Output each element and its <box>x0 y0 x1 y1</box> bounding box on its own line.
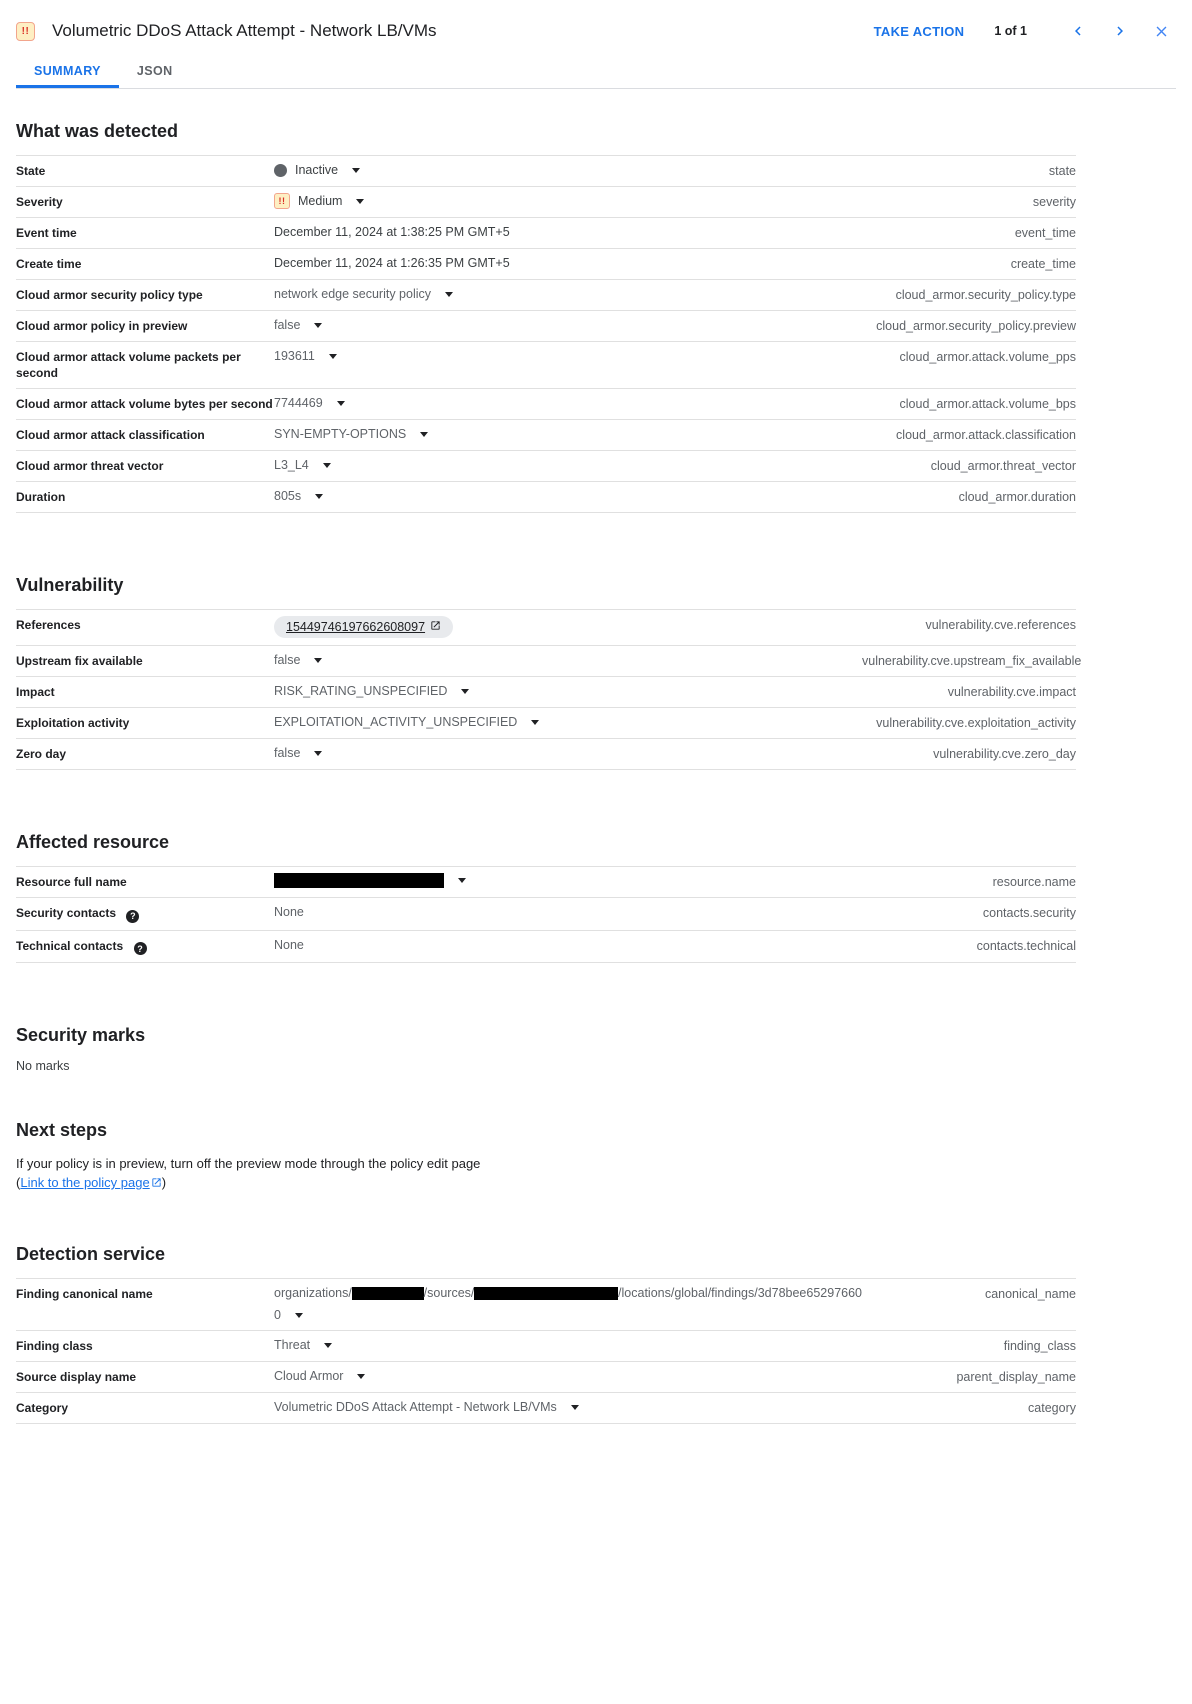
field-name: severity <box>1032 195 1076 209</box>
dropdown-caret-icon[interactable] <box>458 878 466 883</box>
next-steps-text: If your policy is in preview, turn off the preview mode through the policy edit page ( <box>16 1156 481 1190</box>
row-label: Cloud armor security policy type <box>16 288 203 302</box>
dropdown-caret-icon[interactable] <box>531 720 539 725</box>
canonical-sources-segment: /sources/ <box>423 1286 475 1300</box>
field-name: vulnerability.cve.exploitation_activity <box>876 716 1076 730</box>
row-label: Zero day <box>16 747 67 761</box>
dropdown-caret-icon[interactable] <box>329 354 337 359</box>
row-label: Source display name <box>16 1370 137 1384</box>
table-row <box>16 931 1076 964</box>
row-value-text: Inactive <box>295 163 339 177</box>
policy-page-link-text: Link to the policy page <box>20 1175 150 1190</box>
row-value-text: false <box>274 746 301 760</box>
section-heading: Next steps <box>16 1120 108 1140</box>
attack-volume-bps-value[interactable] <box>274 395 862 411</box>
row-value-text: 193611 <box>274 349 315 363</box>
zero-day-value[interactable] <box>274 745 862 761</box>
row-value-text: Medium <box>298 194 343 208</box>
state-value[interactable] <box>274 162 862 178</box>
redacted-source-id <box>474 1287 618 1300</box>
section-next-steps <box>16 1120 1076 1192</box>
header-actions <box>864 16 1176 47</box>
field-name: vulnerability.cve.upstream_fix_available <box>862 654 1082 668</box>
impact-value[interactable] <box>274 683 862 699</box>
table-row <box>16 646 1082 677</box>
tab-bar <box>16 54 1176 89</box>
row-label: Finding canonical name <box>16 1287 153 1301</box>
section-heading: Detection service <box>16 1244 166 1264</box>
table-row <box>16 280 1076 311</box>
row-label: Duration <box>16 490 66 504</box>
table-row <box>16 708 1076 739</box>
section-vulnerability <box>16 575 1082 770</box>
dropdown-caret-icon[interactable] <box>357 1374 365 1379</box>
field-name: contacts.security <box>982 906 1076 920</box>
row-value-text: false <box>274 318 301 332</box>
row-value-text: L3_L4 <box>274 458 309 472</box>
table-row <box>16 249 1076 280</box>
threat-vector-value[interactable] <box>274 457 862 473</box>
row-label-text: Security contacts <box>16 906 117 920</box>
dropdown-caret-icon[interactable] <box>314 323 322 328</box>
row-value-text: 805s <box>274 489 302 503</box>
page-title: Volumetric DDoS Attack Attempt - Network LB/VMs <box>52 21 437 40</box>
no-marks-text: No marks <box>16 1059 70 1073</box>
dropdown-caret-icon[interactable] <box>356 199 364 204</box>
redacted-resource-name <box>274 873 444 888</box>
attack-classification-value[interactable] <box>274 426 862 442</box>
row-label <box>16 937 274 956</box>
table-row <box>16 1279 1076 1331</box>
row-label: State <box>16 164 46 178</box>
section-what-was-detected <box>16 121 1076 513</box>
row-value-text: SYN-EMPTY-OPTIONS <box>274 427 407 441</box>
field-name: resource.name <box>992 875 1076 889</box>
row-label: Category <box>16 1401 69 1415</box>
row-label: Cloud armor attack volume packets per second <box>16 350 241 380</box>
row-value-text: network edge security policy <box>274 287 432 301</box>
row-label: Cloud armor policy in preview <box>16 319 188 333</box>
dropdown-caret-icon[interactable] <box>420 432 428 437</box>
table-row <box>16 482 1076 513</box>
security-contacts-value: None <box>274 905 304 919</box>
table-row <box>16 311 1076 342</box>
severity-medium-icon: !! <box>274 193 290 209</box>
canonical-findings-path: /locations/global/findings/3d78bee65297660 <box>618 1286 862 1300</box>
section-security-marks <box>16 1025 1076 1073</box>
table-row <box>16 342 1076 389</box>
tab-summary[interactable]: SUMMARY <box>16 54 119 88</box>
dropdown-caret-icon[interactable] <box>352 168 360 173</box>
exploitation-activity-value[interactable] <box>274 714 862 730</box>
event-time-value: December 11, 2024 at 1:38:25 PM GMT+5 <box>274 225 510 239</box>
dropdown-caret-icon[interactable] <box>461 689 469 694</box>
canonical-wrap-char: 0 <box>274 1308 281 1322</box>
row-value-text: RISK_RATING_UNSPECIFIED <box>274 684 448 698</box>
dropdown-caret-icon[interactable] <box>314 751 322 756</box>
row-value-text: EXPLOITATION_ACTIVITY_UNSPECIFIED <box>274 715 518 729</box>
field-name: vulnerability.cve.references <box>925 618 1076 632</box>
dropdown-caret-icon[interactable] <box>314 658 322 663</box>
severity-value[interactable] <box>274 193 862 209</box>
row-label <box>16 904 274 923</box>
policy-page-link[interactable] <box>20 1175 161 1190</box>
upstream-fix-value[interactable] <box>274 652 862 668</box>
row-label: Impact <box>16 685 55 699</box>
next-steps-text: ) <box>161 1175 167 1190</box>
category-value[interactable] <box>274 1399 862 1415</box>
reference-link-chip[interactable] <box>274 616 453 638</box>
chevron-right-icon <box>1111 22 1129 40</box>
section-heading: Vulnerability <box>16 575 124 595</box>
section-heading: Affected resource <box>16 832 170 852</box>
canonical-name-line2 <box>274 1307 862 1323</box>
field-name: state <box>1048 164 1076 178</box>
table-row <box>16 677 1076 708</box>
finding-header <box>16 0 1176 44</box>
policy-type-value[interactable] <box>274 286 862 302</box>
dropdown-caret-icon[interactable] <box>315 494 323 499</box>
table-row <box>16 867 1076 898</box>
table-row <box>16 389 1076 420</box>
dropdown-caret-icon[interactable] <box>295 1313 303 1318</box>
next-steps-paragraph <box>16 1154 494 1192</box>
dropdown-caret-icon[interactable] <box>337 401 345 406</box>
row-label: Cloud armor attack classification <box>16 428 205 442</box>
row-label: Exploitation activity <box>16 716 130 730</box>
row-value-text: Volumetric DDoS Attack Attempt - Network LB/VMs <box>274 1400 557 1414</box>
dropdown-caret-icon[interactable] <box>324 1343 332 1348</box>
source-display-name-value[interactable] <box>274 1368 862 1384</box>
dropdown-caret-icon[interactable] <box>571 1405 579 1410</box>
field-name: finding_class <box>1003 1339 1076 1353</box>
canonical-name-value[interactable] <box>274 1285 862 1323</box>
take-action-button[interactable]: TAKE ACTION <box>864 16 975 47</box>
canonical-org-prefix: organizations/ <box>274 1286 352 1300</box>
help-icon[interactable]: ? <box>134 942 147 955</box>
external-link-icon <box>425 619 441 635</box>
attack-volume-pps-value[interactable] <box>274 348 862 364</box>
finding-class-value[interactable] <box>274 1337 862 1353</box>
close-panel-button[interactable] <box>1147 17 1176 46</box>
chevron-left-icon <box>1069 22 1087 40</box>
dropdown-caret-icon[interactable] <box>445 292 453 297</box>
tab-json[interactable]: JSON <box>119 54 191 88</box>
field-name: canonical_name <box>984 1287 1076 1301</box>
field-name: cloud_armor.threat_vector <box>930 459 1076 473</box>
field-name: parent_display_name <box>956 1370 1076 1384</box>
external-link-icon <box>150 1175 162 1190</box>
field-name: create_time <box>1010 257 1076 271</box>
severity-medium-icon: !! <box>16 22 35 41</box>
row-label-text: Technical contacts <box>16 938 124 953</box>
row-label: Finding class <box>16 1339 93 1353</box>
table-row <box>16 187 1076 218</box>
redacted-org-id <box>352 1287 424 1300</box>
inactive-state-icon <box>274 164 287 177</box>
field-name: vulnerability.cve.zero_day <box>933 747 1076 761</box>
row-value-text: Cloud Armor <box>274 1369 344 1383</box>
field-name: cloud_armor.security_policy.preview <box>876 319 1076 333</box>
row-value-text: Threat <box>274 1338 311 1352</box>
table-row <box>16 739 1076 770</box>
section-affected-resource <box>16 832 1076 963</box>
field-name: cloud_armor.attack.volume_bps <box>899 397 1076 411</box>
close-icon <box>1153 23 1170 40</box>
row-label: Event time <box>16 226 77 240</box>
row-label: Resource full name <box>16 875 127 889</box>
row-value-text: 7744469 <box>274 396 323 410</box>
help-icon[interactable]: ? <box>126 910 139 923</box>
table-row <box>16 1331 1076 1362</box>
section-heading: What was detected <box>16 121 179 141</box>
duration-value[interactable] <box>274 488 862 504</box>
row-label: Cloud armor threat vector <box>16 459 164 473</box>
row-label: Create time <box>16 257 82 271</box>
section-detection-service <box>16 1244 1076 1424</box>
table-row <box>16 218 1076 249</box>
row-label: Severity <box>16 195 63 209</box>
table-row <box>16 1362 1076 1393</box>
reference-id: 15449746197662608097 <box>286 620 426 634</box>
next-finding-button[interactable] <box>1105 16 1135 46</box>
field-name: cloud_armor.duration <box>958 490 1076 504</box>
field-name: vulnerability.cve.impact <box>947 685 1076 699</box>
resource-name-value[interactable] <box>274 873 862 888</box>
table-row <box>16 451 1076 482</box>
row-label: Upstream fix available <box>16 654 143 668</box>
pagination-count: 1 of 1 <box>994 24 1027 38</box>
field-name: cloud_armor.security_policy.type <box>895 288 1076 302</box>
policy-preview-value[interactable] <box>274 317 862 333</box>
table-row <box>16 898 1076 931</box>
row-value-text: false <box>274 653 301 667</box>
row-label: References <box>16 618 81 632</box>
technical-contacts-value: None <box>274 937 304 952</box>
field-name: contacts.technical <box>976 938 1076 953</box>
previous-finding-button[interactable] <box>1063 16 1093 46</box>
section-heading: Security marks <box>16 1025 146 1045</box>
field-name: category <box>1028 1401 1076 1415</box>
table-row <box>16 610 1076 646</box>
dropdown-caret-icon[interactable] <box>323 463 331 468</box>
table-row <box>16 420 1076 451</box>
create-time-value: December 11, 2024 at 1:26:35 PM GMT+5 <box>274 256 510 270</box>
field-name: event_time <box>1014 226 1076 240</box>
field-name: cloud_armor.attack.classification <box>896 428 1076 442</box>
row-label: Cloud armor attack volume bytes per second <box>16 397 273 411</box>
canonical-name-line1 <box>274 1285 862 1301</box>
table-row <box>16 156 1076 187</box>
table-row <box>16 1393 1076 1424</box>
field-name: cloud_armor.attack.volume_pps <box>899 350 1076 364</box>
